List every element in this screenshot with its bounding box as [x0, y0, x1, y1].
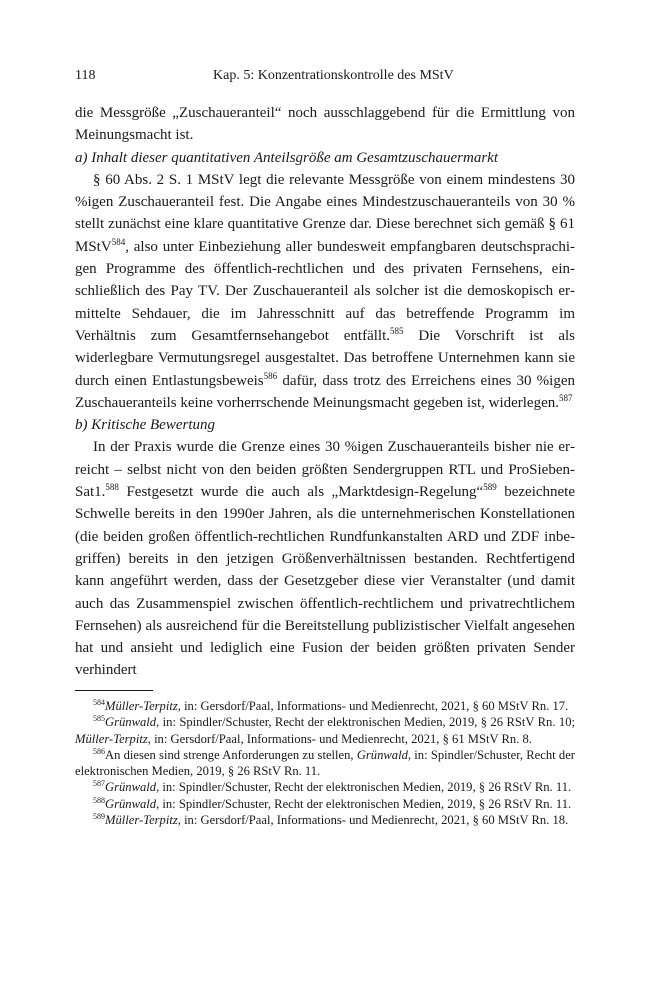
- footnote-number: 587: [93, 779, 105, 789]
- footnote-author: Grünwald: [105, 780, 157, 795]
- running-head: [75, 66, 575, 86]
- footnote-author: Grünwald: [356, 747, 408, 762]
- footnote-number: 585: [93, 714, 105, 724]
- footnote: [75, 812, 575, 828]
- footnote-number: 589: [93, 812, 105, 822]
- footnote-number: 588: [93, 795, 105, 805]
- section-heading-a: a) Inhalt dieser quantitativen Anteilsgröße am Gesamtzuschauermarkt: [75, 149, 499, 166]
- footnote-text: , in: Spindler/Schuster, Recht der elektronischen Medien, 2019, § 26 RStV Rn. 10;: [156, 715, 575, 730]
- page-number: 118: [75, 68, 96, 83]
- footnotes: [75, 698, 575, 828]
- section-b-paragraph: [75, 436, 575, 681]
- footnote-ref-584[interactable]: 584: [111, 236, 126, 247]
- footnote-ref-586[interactable]: 586: [263, 370, 278, 381]
- intro-text: die Messgröße „Zuschaueranteil“ noch ausschlaggebend für die Ermittlung von Meinungsmacht ist.: [75, 105, 575, 144]
- section-a-text-4: dafür, dass trotz des Erreichens eines 30 %igen Zuschaueranteils keine vorherrschende Meinungsmacht gegeben ist, widerlegen.: [75, 372, 575, 411]
- section-a-text-3: Die Vorschrift ist als widerlegbare Vermutungsregel ausgestaltet. Das betroffene Unternehmen kann sie durch einen Entlastungsbeweis: [75, 327, 575, 389]
- footnote-number: 586: [93, 746, 105, 756]
- section-b-text-1: In der Praxis wurde die Grenze eines 30 %igen Zuschaueranteils bisher nie erreicht – selbst nicht von den beiden größten Sendergruppen RTL und ProSiebenSat1.: [75, 439, 575, 501]
- footnote: [75, 779, 575, 795]
- section-b-text-3: bezeichnete Schwelle bereits in den 1990er Jahren, als die unternehmerischen Konstellationen (die beiden großen öffentlich-rechtlichen Rundfunkanstalten ARD und ZDF inbegriffen) bereits in den jetzigen Größenverhältnissen bestanden. Rechtfertigend kann angeführt werden, dass der Gesetzgeber diese vier Veranstalter (und damit auch das Zusammenspiel zwischen öffentlich-rechtlichem und privatrechtlichem Fernsehen) als ausreichend für die Bereitstellung publizistischer Vielfalt angesehen hat und ansieht und lediglich eine Fusion der beiden größten privaten Sender verhindert: [75, 484, 576, 679]
- footnote-separator: [75, 690, 153, 691]
- section-a-text-1: § 60 Abs. 2 S. 1 MStV legt die relevante Messgröße von einem mindestens 30 %igen Zuschaueranteil fest. Die Angabe eines Mindestzuschaueranteils von 30 % stellt zunächst eine klare quantitative Grenze dar. Diese berechnet sich gemäß § 61 MStV: [75, 171, 575, 255]
- footnote-ref-587[interactable]: 587: [559, 392, 573, 403]
- footnote-author: Müller-Terpitz: [75, 731, 148, 746]
- footnote: [75, 714, 575, 747]
- footnote-number: 584: [93, 698, 105, 707]
- footnote-text: , in: Gersdorf/Paal, Informations- und Medienrecht, 2021, § 61 MStV Rn. 8.: [147, 731, 532, 746]
- footnote-author: Müller-Terpitz: [105, 699, 178, 713]
- footnote-author: Müller-Terpitz: [105, 813, 178, 828]
- footnote-text: , in: Gersdorf/Paal, Informations- und Medienrecht, 2021, § 60 MStV Rn. 17.: [177, 699, 569, 713]
- running-title: Kap. 5: Konzentrationskontrolle des MStV: [213, 68, 454, 83]
- section-heading-b: b) Kritische Bewertung: [75, 417, 215, 434]
- section-a-paragraph: [75, 169, 575, 414]
- footnote-ref-589[interactable]: 589: [483, 482, 497, 493]
- section-b-text-2: Festgesetzt wurde die auch als „Marktdesign-Regelung“: [118, 484, 484, 501]
- main-text: [75, 102, 575, 682]
- footnote-author: Grünwald: [105, 715, 157, 730]
- footnote-text: , in: Spindler/Schuster, Recht der elektronischen Medien, 2019, § 26 RStV Rn. 11.: [156, 780, 572, 795]
- footnote: [75, 747, 575, 780]
- section-a-text-2: , also unter Einbeziehung aller bundesweit empfangbaren deutschsprachigen Programme des öffentlich-rechtlichen und des privaten Fernsehens, einschließlich des Pay TV. Der Zuschaueranteil als solcher ist die demoskopisch ermittelte Sehdauer, die im Jahresschnitt auf das betreffende Programm im Verhältnis zum Gesamtfernsehangebot entfällt.: [75, 238, 575, 344]
- footnote-ref-588[interactable]: 588: [105, 482, 119, 493]
- footnote-text: , in: Spindler/Schuster, Recht der elektronischen Medien, 2019, § 26 RStV Rn. 11.: [156, 796, 572, 811]
- footnote: [75, 796, 575, 812]
- footnote-author: Grünwald: [105, 796, 157, 811]
- footnote-ref-585[interactable]: 585: [390, 325, 404, 336]
- intro-paragraph: [75, 102, 575, 147]
- footnote-text: , in: Gersdorf/Paal, Informations- und Medienrecht, 2021, § 60 MStV Rn. 18.: [177, 813, 569, 828]
- footnote: [75, 698, 575, 714]
- book-page: [75, 0, 575, 985]
- footnote-text: , in: Spindler/Schuster, Recht der elektronischen Medien, 2019, § 26 RStV Rn. 11.: [75, 747, 575, 779]
- footnote-text: An diesen sind strenge Anforderungen zu stellen,: [105, 747, 357, 762]
